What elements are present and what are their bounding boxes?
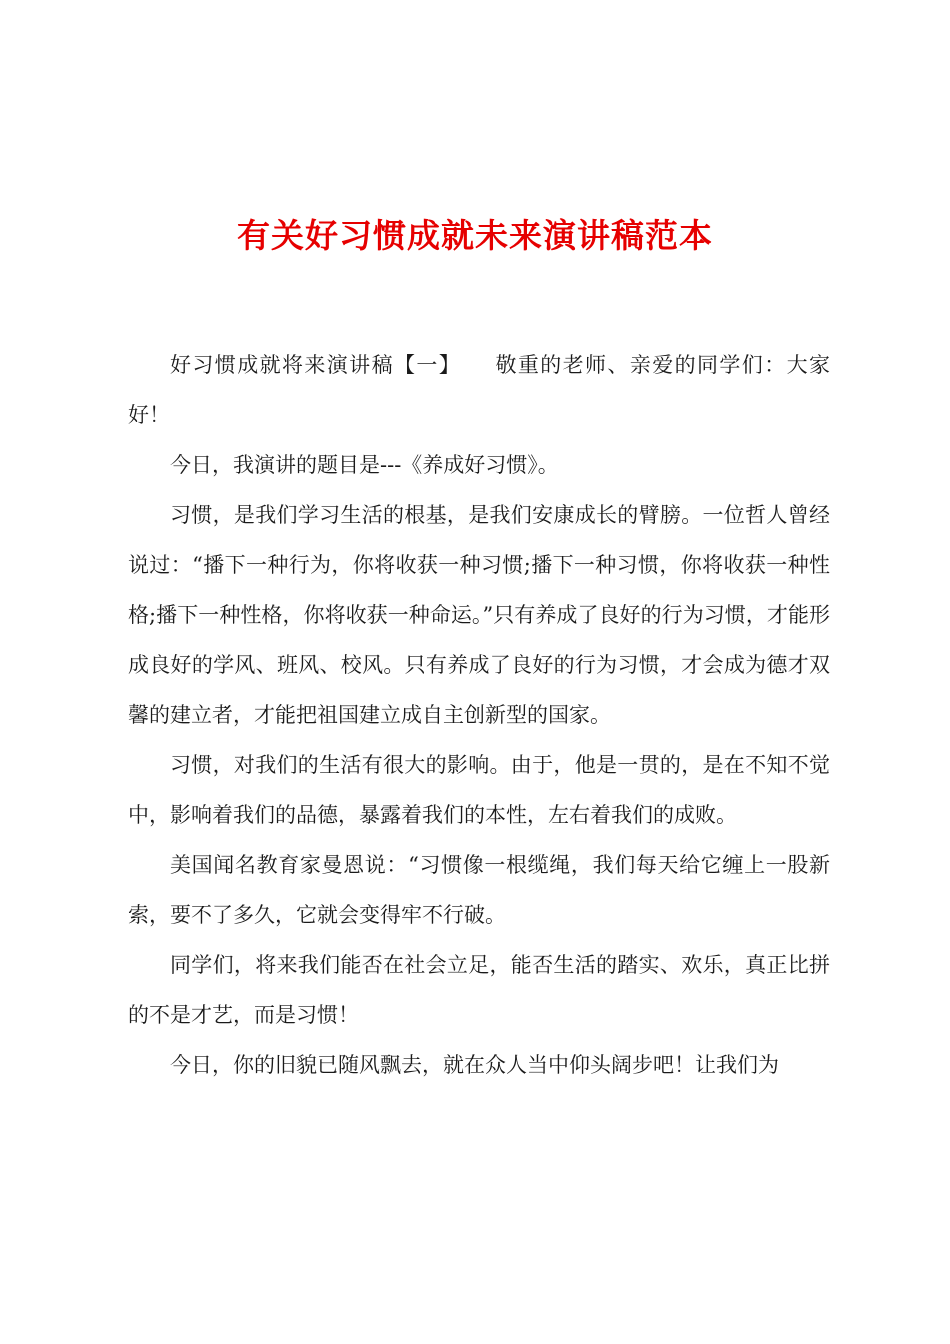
document-title: 有关好习惯成就未来演讲稿范本	[237, 216, 713, 255]
document-body	[128, 340, 830, 1090]
paragraph: 今日，你的旧貌已随风飘去，就在众人当中仰头阔步吧！让我们为	[170, 1053, 779, 1077]
paragraph: 今日，我演讲的题目是---《养成好习惯》。	[170, 453, 559, 477]
paragraph: 习惯，对我们的生活有很大的影响。由于，他是一贯的，是在不知不觉中，影响着我们的品德，暴露着我们的本性，左右着我们的成败。	[128, 753, 830, 827]
paragraph: 同学们，将来我们能否在社会立足，能否生活的踏实、欢乐，真正比拼的不是才艺，而是习惯！	[128, 953, 830, 1027]
paragraph: 美国闻名教育家曼恩说：“习惯像一根缆绳，我们每天给它缠上一股新索，要不了多久，它就会变得牢不行破。	[128, 853, 830, 927]
paragraph: 习惯，是我们学习生活的根基，是我们安康成长的臂膀。一位哲人曾经说过：“播下一种行为，你将收获一种习惯;播下一种习惯，你将收获一种性格;播下一种性格，你将收获一种命运。”只有养成了良好的行为习惯，才能形成良好的学风、班风、校风。只有养成了良好的行为习惯，才会成为德才双馨的建立者，才能把祖国建立成自主创新型的国家。	[128, 503, 830, 727]
paragraph: 好习惯成就将来演讲稿【一】 敬重的老师、亲爱的同学们：大家好！	[128, 353, 830, 427]
